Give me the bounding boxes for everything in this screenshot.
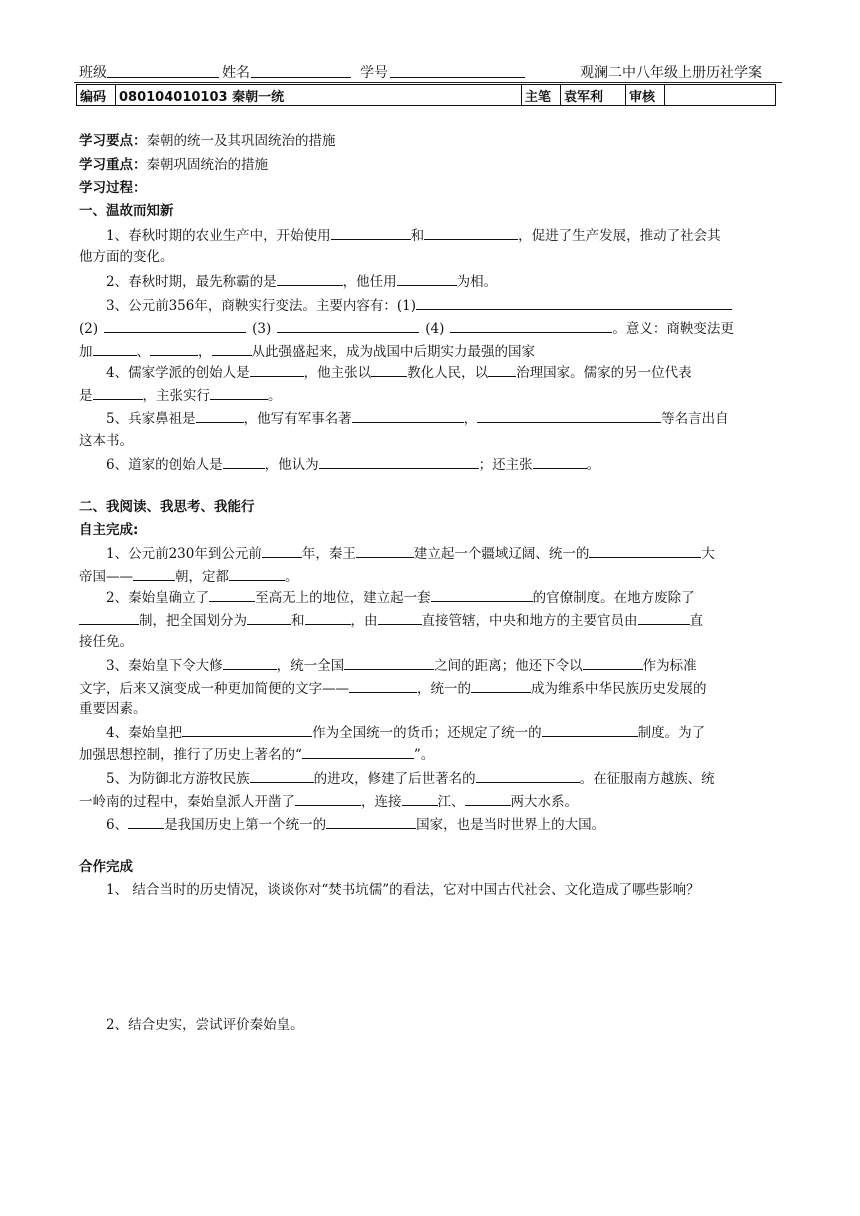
s2-q5-blank-5[interactable] [465, 791, 511, 806]
header-row [79, 62, 779, 84]
s2-q2-text-b: 至高无上的地位，建立起一套 [255, 590, 431, 606]
s1-q4-line1 [106, 362, 692, 383]
section1-title: 一、温故而知新 [79, 203, 174, 219]
review-value[interactable] [665, 85, 776, 106]
s1-q1-text-c: ，促进了生产发展，推动了社会其 [518, 228, 721, 244]
s1-q6-blank-3[interactable] [533, 454, 587, 469]
s1-q3-text-g: 、 [136, 344, 150, 360]
key-points-text: 秦朝的统一及其巩固统治的措施 [146, 133, 336, 149]
s2-q2-text-e: 和 [291, 613, 305, 629]
s1-q3-blank-5[interactable] [93, 341, 137, 356]
s1-q3-blank-2[interactable] [104, 318, 246, 333]
s1-q3-text-b: (2) [79, 321, 99, 337]
s2-q3-text-c: 之间的距离；他还下令以 [434, 658, 583, 674]
s2-q3-line1 [106, 655, 697, 676]
s1-q5-line2: 这本书。 [79, 433, 133, 449]
info-table [76, 84, 776, 106]
s1-q3-blank-7[interactable] [212, 341, 252, 356]
cooperation-title: 合作完成 [79, 859, 133, 875]
s2-q5-text-g: 两大水系。 [510, 794, 578, 810]
s2-q1-text-c: 建立起一个疆域辽阔、统一的 [413, 546, 590, 562]
s2-q1-text-a: 1、公元前230年到公元前 [106, 546, 262, 562]
focus-line [79, 155, 268, 175]
coop-q2: 2、结合史实，尝试评价秦始皇。 [106, 1017, 304, 1033]
s1-q1-line2: 他方面的变化。 [79, 249, 174, 265]
s1-q3-text-h: ， [198, 344, 212, 360]
s2-q5-text-d: 一岭南的过程中，秦始皇派人开凿了 [79, 794, 295, 810]
focus-label: 学习重点： [79, 157, 147, 173]
s2-q4-blank-1[interactable] [182, 722, 312, 737]
s1-q4-text-c: 教化人民，以 [407, 365, 489, 381]
s2-q3-blank-5[interactable] [471, 678, 531, 693]
s2-q4-text-a: 4、秦始皇把 [106, 725, 183, 741]
s1-q5-text-a: 5、兵家鼻祖是 [106, 411, 196, 427]
s1-q6-text-b: ，他认为 [264, 457, 319, 473]
s2-q5-text-c: 。在征服南方越族、统 [579, 771, 715, 787]
section2-title: 二、我阅读、我思考、我能行 [79, 499, 255, 515]
s2-q3-text-f: ，统一的 [417, 681, 471, 697]
s2-q2-text-a: 2、秦始皇确立了 [106, 590, 210, 606]
s1-q4-blank-2[interactable] [371, 362, 407, 377]
s1-q6-blank-1[interactable] [223, 454, 265, 469]
s2-q1-line1 [106, 543, 715, 564]
s2-q3-text-e: 文字，后来又演变成一种更加简便的文字—— [79, 681, 349, 697]
name-label: 姓名 [222, 65, 250, 81]
s2-q1-text-g: 。 [285, 569, 299, 585]
s2-q3-blank-3[interactable] [583, 655, 643, 670]
s2-q3-blank-1[interactable] [223, 655, 277, 670]
s1-q3-text-d: (4) [425, 321, 445, 337]
s2-q2-text-h: 直 [689, 613, 703, 629]
s1-q4-line2 [79, 385, 282, 406]
s2-q1-blank-1[interactable] [262, 543, 302, 558]
s1-q1-text-b: 和 [410, 228, 425, 244]
s1-q3-line2 [79, 318, 734, 339]
s2-q3-text-b: ，统一全国 [276, 658, 345, 674]
s2-q6-text-a: 6、 [106, 817, 129, 833]
s1-q5-blank-3[interactable] [477, 408, 661, 423]
s2-q3-text-a: 3、秦始皇下令大修 [106, 658, 223, 674]
s2-q5-text-f: 江、 [437, 794, 465, 810]
s2-q3-blank-4[interactable] [349, 678, 417, 693]
s1-q3-line1 [106, 295, 732, 316]
s2-q3-line3: 重要因素。 [79, 701, 147, 717]
s1-q3-blank-1[interactable] [416, 295, 732, 310]
s1-q3-text-a: 3、公元前356年，商鞅实行变法。主要内容有：(1) [106, 298, 416, 314]
s2-q5-blank-4[interactable] [402, 791, 438, 806]
s1-q2-blank-1[interactable] [277, 271, 343, 286]
s2-q2-line3: 接任免。 [79, 634, 133, 650]
s2-q1-text-d: 大 [701, 546, 715, 562]
s2-q2-blank-5[interactable] [305, 610, 351, 625]
s2-q4-text-e: ”。 [413, 747, 435, 763]
s2-q4-blank-3[interactable] [302, 744, 414, 759]
s2-q2-blank-6[interactable] [378, 610, 422, 625]
s2-q5-line2 [79, 791, 578, 812]
self-complete-label: 自主完成: [79, 522, 139, 538]
s2-q2-text-c: 的官僚制度。在地方废除了 [532, 590, 695, 606]
s2-q1-blank-2[interactable] [356, 543, 414, 558]
s2-q5-blank-3[interactable] [295, 791, 361, 806]
student-no-label: 学号 [360, 65, 388, 81]
s1-q4-blank-4[interactable] [93, 385, 143, 400]
s1-q6-text-d: 。 [586, 457, 601, 473]
s1-q3-text-f: 加 [79, 344, 93, 360]
s2-q2-text-d: 制，把全国划分为 [139, 613, 247, 629]
process-label: 学习过程： [79, 180, 147, 196]
s1-q1-line1 [106, 225, 721, 246]
header-rule [74, 82, 782, 83]
key-points-line [79, 131, 336, 151]
s1-q4-text-g: 。 [268, 388, 282, 404]
s1-q4-blank-5[interactable] [210, 385, 268, 400]
code-label: 编码 [77, 85, 116, 106]
s1-q6-text-a: 6、道家的创始人是 [106, 457, 223, 473]
s1-q6-line [106, 454, 600, 475]
s2-q3-text-g: 成为维系中华民族历史发展的 [531, 681, 707, 697]
s2-q5-line1 [106, 768, 715, 789]
school-title: 观澜二中八年级上册历社学案 [580, 65, 762, 81]
s2-q5-text-b: 的进攻，修建了后世著名的 [313, 771, 476, 787]
s1-q3-text-e: 。意义：商鞅变法更 [612, 321, 734, 337]
s2-q5-blank-2[interactable] [476, 768, 580, 783]
s1-q4-text-d: 治理国家。儒家的另一位代表 [516, 365, 692, 381]
s2-q6-blank-2[interactable] [326, 814, 416, 829]
s1-q2-line [106, 271, 497, 292]
s1-q4-text-f: ，主张实行 [142, 388, 210, 404]
s1-q3-blank-3[interactable] [277, 318, 419, 333]
s2-q4-blank-2[interactable] [542, 722, 638, 737]
s1-q5-blank-2[interactable] [352, 408, 464, 423]
s1-q4-blank-1[interactable] [250, 362, 304, 377]
s2-q1-line2 [79, 566, 299, 587]
s2-q6-text-b: 是我国历史上第一个统一的 [164, 817, 327, 833]
s2-q2-line2 [79, 610, 703, 631]
s2-q3-blank-2[interactable] [344, 655, 434, 670]
s2-q4-line1 [106, 722, 705, 743]
s2-q1-text-b: 年，秦王 [301, 546, 356, 562]
s1-q3-line3 [79, 341, 535, 362]
s2-q5-text-a: 5、为防御北方游牧民族 [106, 771, 250, 787]
s2-q4-text-d: 加强思想控制，推行了历史上著名的“ [79, 747, 302, 763]
class-label: 班级 [79, 65, 107, 81]
s2-q4-text-b: 作为全国统一的货币；还规定了统一的 [312, 725, 542, 741]
s2-q2-blank-3[interactable] [79, 610, 139, 625]
s2-q6-line [106, 814, 605, 835]
s1-q1-blank-2[interactable] [424, 225, 518, 240]
s2-q2-text-g: 直接管辖，中央和地方的主要官员由 [421, 613, 638, 629]
s1-q1-text-a: 1、春秋时期的农业生产中，开始使用 [106, 228, 331, 244]
s1-q3-blank-6[interactable] [150, 341, 198, 356]
s1-q4-text-e: 是 [79, 388, 93, 404]
review-label: 审核 [626, 85, 665, 106]
s1-q3-blank-4[interactable] [450, 318, 612, 333]
author-value: 袁军利 [561, 85, 626, 106]
s1-q4-blank-3[interactable] [488, 362, 516, 377]
s1-q6-text-c: ；还主张 [478, 457, 533, 473]
s1-q5-text-c: ， [463, 411, 478, 427]
s2-q1-blank-5[interactable] [229, 566, 285, 581]
s1-q2-text-c: 为相。 [456, 274, 498, 290]
s2-q5-text-e: ，连接 [361, 794, 402, 810]
focus-text: 秦朝巩固统治的措施 [146, 157, 268, 173]
key-points-label: 学习要点： [79, 133, 147, 149]
s1-q4-text-b: ，他主张以 [303, 365, 372, 381]
author-label: 主笔 [522, 85, 561, 106]
s2-q1-blank-4[interactable] [133, 566, 175, 581]
s1-q5-line1 [106, 408, 729, 429]
s2-q5-blank-1[interactable] [250, 768, 314, 783]
s1-q4-text-a: 4、儒家学派的创始人是 [106, 365, 250, 381]
s2-q2-text-f: ，由 [350, 613, 378, 629]
code-value: 080104010103 秦朝一统 [116, 85, 522, 106]
s2-q2-line1 [106, 587, 695, 608]
s2-q4-line2 [79, 744, 434, 765]
s2-q1-blank-3[interactable] [589, 543, 701, 558]
s2-q4-text-c: 制度。为了 [637, 725, 706, 741]
s1-q2-blank-2[interactable] [397, 271, 457, 286]
s2-q3-line2 [79, 678, 707, 699]
s2-q2-blank-4[interactable] [247, 610, 291, 625]
s2-q1-text-f: 朝，定都 [175, 569, 229, 585]
s1-q2-text-b: ，他任用 [342, 274, 397, 290]
s1-q1-blank-1[interactable] [331, 225, 411, 240]
s1-q2-text-a: 2、春秋时期，最先称霸的是 [106, 274, 277, 290]
coop-q1: 1、 结合当时的历史情况，谈谈你对“焚书坑儒”的看法，它对中国古代社会、文化造成了哪些影响？ [106, 882, 700, 898]
s2-q6-blank-1[interactable] [128, 814, 164, 829]
s1-q3-text-i: 从此强盛起来，成为战国中后期实力最强的国家 [251, 344, 535, 360]
s1-q5-blank-1[interactable] [196, 408, 244, 423]
s1-q5-text-d: 等名言出自 [661, 411, 729, 427]
s2-q1-text-e: 帝国—— [79, 569, 133, 585]
s1-q6-blank-2[interactable] [319, 454, 479, 469]
s2-q6-text-c: 国家，也是当时世界上的大国。 [416, 817, 606, 833]
s2-q2-blank-7[interactable] [638, 610, 690, 625]
s2-q2-blank-1[interactable] [209, 587, 255, 602]
s2-q3-text-d: 作为标准 [642, 658, 697, 674]
s2-q2-blank-2[interactable] [431, 587, 533, 602]
s1-q3-text-c: (3) [252, 321, 272, 337]
s1-q5-text-b: ，他写有军事名著 [243, 411, 352, 427]
